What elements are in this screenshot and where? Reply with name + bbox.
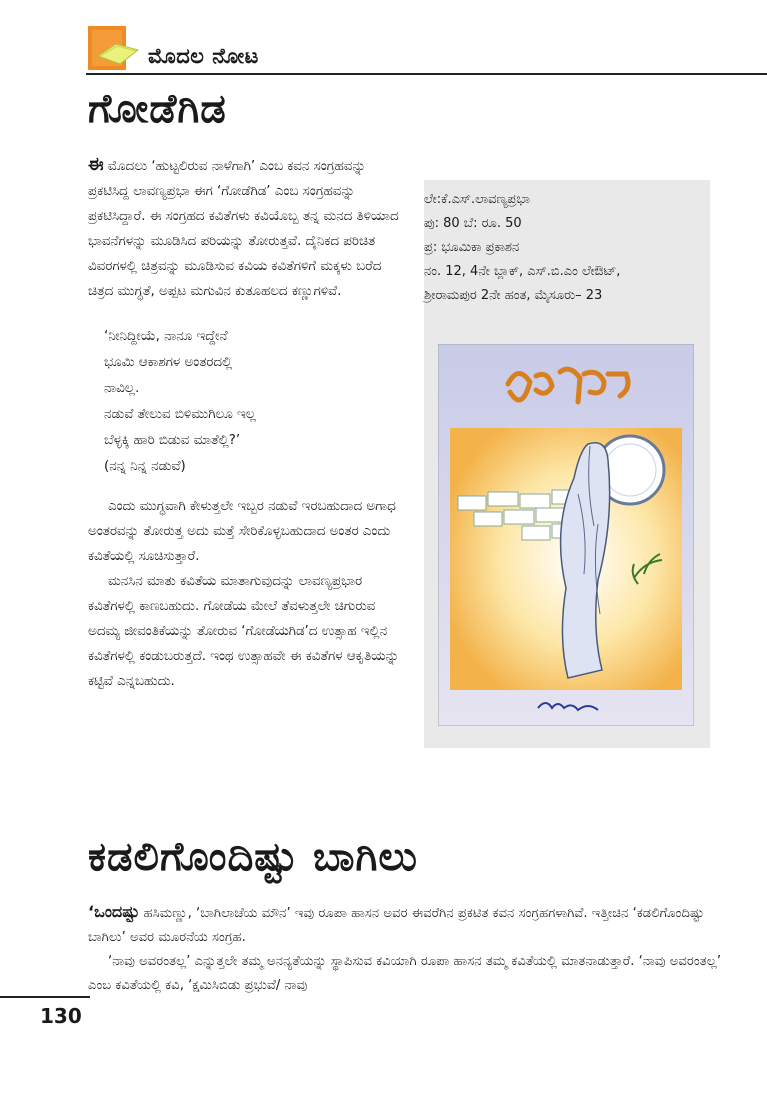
lead-word: ‘ಒಂದಷ್ಟು: [88, 902, 140, 921]
body-paragraph: ಎಂದು ಮುಗ್ಧವಾಗಿ ಕೇಳುತ್ತಲೇ ಇಬ್ಬರ ನಡುವೆ ಇರಬಹುದಾದ ಅಗಾಧ ಅಂತರವನ್ನು ತೋರುತ್ತ ಅದು ಮತ್ತೆ ಸೇರಿಕೊಳ್ಳಬಹುದಾದ ಅಂತರ ಎಂದು ಕವಿತೆಯಲ್ಲಿ ಸೂಚಿಸುತ್ತಾರೆ.: [88, 499, 396, 564]
open-book-icon: [88, 26, 140, 70]
book-cover-illustration: [438, 344, 694, 726]
intro-paragraph: [88, 900, 728, 950]
intro-text: ಹಸಿಮಣ್ಣು, ‘ಬಾಗಿಲಾಚೆಯ ಮೌನ’ ಇವು ರೂಪಾ ಹಾಸನ ಅವರ ಈವರೆಗಿನ ಪ್ರಕಟಿತ ಕವನ ಸಂಗ್ರಹಗಳಾಗಿವೆ. ಇತ್ತೀಚಿನ ‘ಕಡಲಿಗೊಂದಿಷ್ಟು ಬಾಗಿಲು’ ಅವರ ಮೂರನೆಯ ಸಂಗ್ರಹ.: [88, 906, 705, 945]
publisher-address: ನಂ. 12, 4ನೇ ಬ್ಲಾಕ್, ಎಸ್.ಬಿ.ಎಂ ಲೇಔಟ್,: [424, 264, 621, 279]
drop-cap: ಈ: [88, 154, 104, 175]
article-title: ಕಡಲಿಗೊಂದಿಷ್ಟು ಬಾಗಿಲು: [88, 834, 418, 880]
body-paragraph: ಮನಸಿನ ಮಾತು ಕವಿತೆಯ ಮಾತಾಗುವುದನ್ನು ಲಾವಣ್ಯಪ್ರಭಾರ ಕವಿತೆಗಳಲ್ಲಿ ಕಾಣಬಹುದು. ಗೋಡೆಯ ಮೇಲೆ ತೆವಳುತ್ತಲೇ ಚಿಗುರುವ ಅದಮ್ಯ ಜೀವಂತಿಕೆಯನ್ನು ತೋರುವ ‘ಗೋಡೆಯಗಿಡ’ದ ಉತ್ಸಾಹ ಇಲ್ಲಿನ ಕವಿತೆಗಳಲ್ಲಿ ಕಂಡುಬರುತ್ತದೆ. ಇಂಥ ಉತ್ಸಾಹವೇ ಈ ಕವಿತೆಗಳ ಆಕೃತಿಯನ್ನು ಕಟ್ಟಿವೆ ಎನ್ನಬಹುದು.: [88, 574, 400, 689]
book-info-sidebar: [424, 180, 710, 748]
book-author: ಲೇ:ಕೆ.ಎಸ್.ಲಾವಣ್ಯಪ್ರಭಾ: [424, 192, 530, 207]
poem-excerpt: ‘ನೀನಿದ್ದೀಯೆ, ನಾನೂ ಇದ್ದೇನೆ ಭೂಮಿ ಆಕಾಶಗಳ ಅಂತರದಲ್ಲಿ ನಾವಿಲ್ಲ. ನಡುವೆ ತೇಲುವ ಬಿಳಿಮುಗಿಲೂ ಇಲ್ಲ ಬೆಳ್ಳಕ್ಕಿ ಹಾರಿ ಬಿಡುವ ಮಾತೆಲ್ಲಿ?’ (ನನ್ನ ನಿನ್ನ ನಡುವೆ): [104, 329, 256, 474]
body-paragraph: ‘ನಾವು ಅವರಂತಲ್ಲ’ ಎನ್ನುತ್ತಲೇ ತಮ್ಮ ಅನನ್ಯತೆಯನ್ನು ಸ್ಥಾಪಿಸುವ ಕವಿಯಾಗಿ ರೂಪಾ ಹಾಸನ ತಮ್ಮ ಕವಿತೆಯಲ್ಲಿ ಮಾತನಾಡುತ್ತಾರೆ. ‘ನಾವು ಅವರಂತಲ್ಲ’ ಎಂಬ ಕವಿತೆಯಲ್ಲಿ ಕವಿ, ‘ಕ್ಷಮಿಸಿಬಿಡು ಪ್ರಭುವೆ/ ನಾವು: [88, 954, 722, 993]
book-details: [424, 188, 706, 308]
article-body: [88, 900, 728, 998]
footer-rule: [0, 996, 90, 998]
intro-text: ಮೊದಲು ‘ಹುಟ್ಟಲಿರುವ ನಾಳೆಗಾಗಿ’ ಎಂಬ ಕವನ ಸಂಗ್ರಹವನ್ನು ಪ್ರಕಟಿಸಿದ್ದ ಲಾವಣ್ಯಪ್ರಭಾ ಈಗ ‘ಗೋಡೆಗಿಡ’ ಎಂಬ ಸಂಗ್ರಹವನ್ನು ಪ್ರಕಟಿಸಿದ್ದಾರೆ. ಈ ಸಂಗ್ರಹದ ಕವಿತೆಗಳು ಕವಿಯೊಬ್ಬ ತನ್ನ ಮನದ ತಿಳಿಯಾದ ಭಾವನೆಗಳನ್ನು ಮೂಡಿಸಿದ ಪರಿಯನ್ನು ತೋರುತ್ತವೆ. ದೈನಿಕದ ಪರಿಚಿತ ವಿವರಗಳಲ್ಲಿ ಚಿತ್ರವನ್ನು ಮೂಡಿಸುವ ಕವಿಯ ಕವಿತೆಗಳಿಗೆ ಮಕ್ಕಳು ಬರೆದ ಚಿತ್ರದ ಮುಗ್ಧತೆ, ಅಪ್ಪಟ ಮಗುವಿನ ಕುತೂಹಲದ ಕಣ್ಣುಗಳಿವೆ.: [88, 159, 399, 299]
article-title: ಗೋಡೆಗಿಡ: [88, 86, 227, 132]
intro-paragraph: [88, 152, 410, 304]
section-label: ಮೊದಲ ನೋಟ: [148, 44, 259, 68]
publisher-address: ಶ್ರೀರಾಮಪುರ 2ನೇ ಹಂತ, ಮೈಸೂರು– 23: [424, 288, 603, 303]
book-publisher: ಪ್ರ: ಭೂಮಿಕಾ ಪ್ರಕಾಶನ: [424, 240, 520, 255]
header-rule: [86, 73, 767, 75]
article-body: [88, 152, 410, 694]
page-number: 130: [40, 1004, 82, 1028]
book-pages-price: ಪು: 80 ಬೆ: ರೂ. 50: [424, 216, 522, 231]
